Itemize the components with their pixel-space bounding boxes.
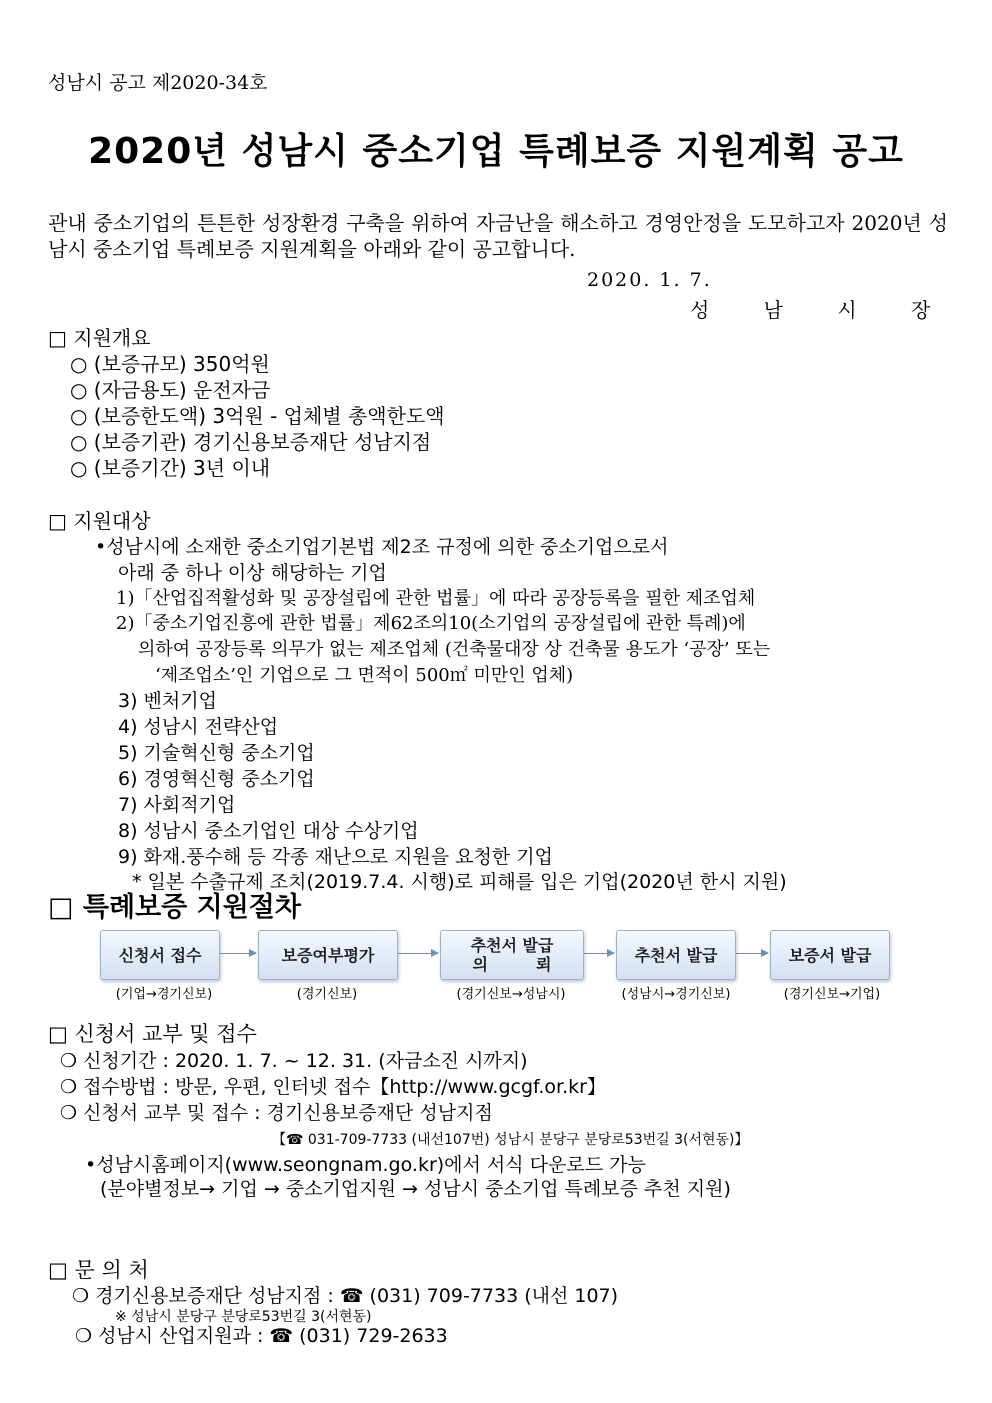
overview-item: ○ (보증기관) 경기신용보증재단 성남지점 xyxy=(70,430,432,454)
overview-item: ○ (보증기간) 3년 이내 xyxy=(70,456,271,480)
application-place: ❍ 신청서 교부 및 접수 : 경기신용보증재단 성남지점 xyxy=(60,1102,493,1124)
application-period: ❍ 신청기간 : 2020. 1. 7. ~ 12. 31. (자금소진 시까지) xyxy=(60,1050,528,1072)
contact-gcgf-address: ※ 성남시 분당구 분당로53번길 3(서현동) xyxy=(115,1309,372,1325)
notice-date: 2020. 1. 7. xyxy=(587,269,712,291)
step-recommendation-issue: 추천서 발급 xyxy=(616,930,736,980)
arrow-right-icon xyxy=(398,953,438,954)
page-title: 2020년 성남시 중소기업 특례보증 지원계획 공고 xyxy=(88,131,904,172)
target-item-2: 2)「중소기업진흥에 관한 법률」제62조의10(소기업의 공장설립에 관한 특례)에 xyxy=(116,613,746,634)
target-item: 9) 화재.풍수해 등 각종 재난으로 지원을 요청한 기업 xyxy=(118,846,553,868)
notice-number: 성남시 공고 제2020-34호 xyxy=(48,72,268,94)
step-guarantee-issue: 보증서 발급 xyxy=(770,930,890,980)
target-heading: □ 지원대상 xyxy=(48,509,151,533)
procedure-heading: □ 특례보증 지원절차 xyxy=(48,892,301,923)
overview-item: ○ (보증한도액) 3억원 - 업체별 총액한도액 xyxy=(70,404,445,428)
contact-city: ❍ 성남시 산업지원과 : ☎ (031) 729-2633 xyxy=(75,1325,448,1347)
step-caption: (경기신보→기업) xyxy=(783,987,881,1002)
arrow-right-icon xyxy=(220,953,256,954)
target-lead: •성남시에 소재한 중소기업기본법 제2조 규정에 의한 중소기업으로서 xyxy=(95,536,669,558)
arrow-right-icon xyxy=(584,953,614,954)
step-evaluation: 보증여부평가 xyxy=(258,930,398,980)
target-item: 7) 사회적기업 xyxy=(118,794,236,816)
step-caption: (기업→경기신보) xyxy=(115,987,213,1002)
overview-heading: □ 지원개요 xyxy=(48,326,151,350)
overview-item: ○ (자금용도) 운전자금 xyxy=(70,378,271,402)
target-item-2: 의하여 공장등록 의무가 없는 제조업체 (건축물대장 상 건축물 용도가 ‘공장’ 또는 xyxy=(138,639,771,660)
target-lead: 아래 중 하나 이상 해당하는 기업 xyxy=(118,562,387,584)
arrow-right-icon xyxy=(736,953,768,954)
target-item-1: 1)「산업집적활성화 및 공장설립에 관한 법률」에 따라 공장등록을 필한 제조업체 xyxy=(116,588,756,609)
step-caption: (경기신보) xyxy=(296,987,358,1002)
step-recommendation-request: 추천서 발급 의 뢰 xyxy=(440,930,584,980)
target-item: 5) 기술혁신형 중소기업 xyxy=(118,742,315,764)
contact-heading: □ 문 의 처 xyxy=(48,1258,149,1282)
download-path: (분야별정보→ 기업 → 중소기업지원 → 성남시 중소기업 특례보증 추천 지원) xyxy=(100,1178,731,1200)
target-item: 6) 경영혁신형 중소기업 xyxy=(118,768,315,790)
intro-paragraph: 관내 중소기업의 튼튼한 성장환경 구축을 위하여 자금난을 해소하고 경영안정을 도모하고자 2020년 성남시 중소기업 특례보증 지원계획을 아래와 같이 공고합니다. xyxy=(48,211,948,261)
target-item: 4) 성남시 전략산업 xyxy=(118,716,279,738)
step-caption: (경기신보→성남시) xyxy=(456,987,566,1002)
step-application: 신청서 접수 xyxy=(100,930,220,980)
target-item: 3) 벤처기업 xyxy=(118,690,217,712)
step-caption: (성남시→경기신보) xyxy=(621,987,731,1002)
overview-item: ○ (보증규모) 350억원 xyxy=(70,352,270,376)
issuer: 성 남 시 장 xyxy=(690,298,931,322)
target-note: * 일본 수출규제 조치(2019.7.4. 시행)로 피해를 입은 기업(2020년 한시 지원) xyxy=(132,871,787,893)
application-method: ❍ 접수방법 : 방문, 우편, 인터넷 접수【http://www.gcgf.or.kr】 xyxy=(60,1076,606,1098)
download-info: •성남시홈페이지(www.seongnam.go.kr)에서 서식 다운로드 가능 xyxy=(85,1154,646,1176)
target-item: 8) 성남시 중소기업인 대상 수상기업 xyxy=(118,820,419,842)
application-place-detail: 【☎ 031-709-7733 (내선107번) 성남시 분당구 분당로53번길 3(서현동)】 xyxy=(272,1132,749,1148)
application-heading: □ 신청서 교부 및 접수 xyxy=(48,1022,257,1046)
contact-gcgf: ❍ 경기신용보증재단 성남지점 : ☎ (031) 709-7733 (내선 107) xyxy=(72,1285,619,1307)
target-item-2: ‘제조업소’인 기업으로 그 면적이 500㎡ 미만인 업체) xyxy=(155,665,574,686)
